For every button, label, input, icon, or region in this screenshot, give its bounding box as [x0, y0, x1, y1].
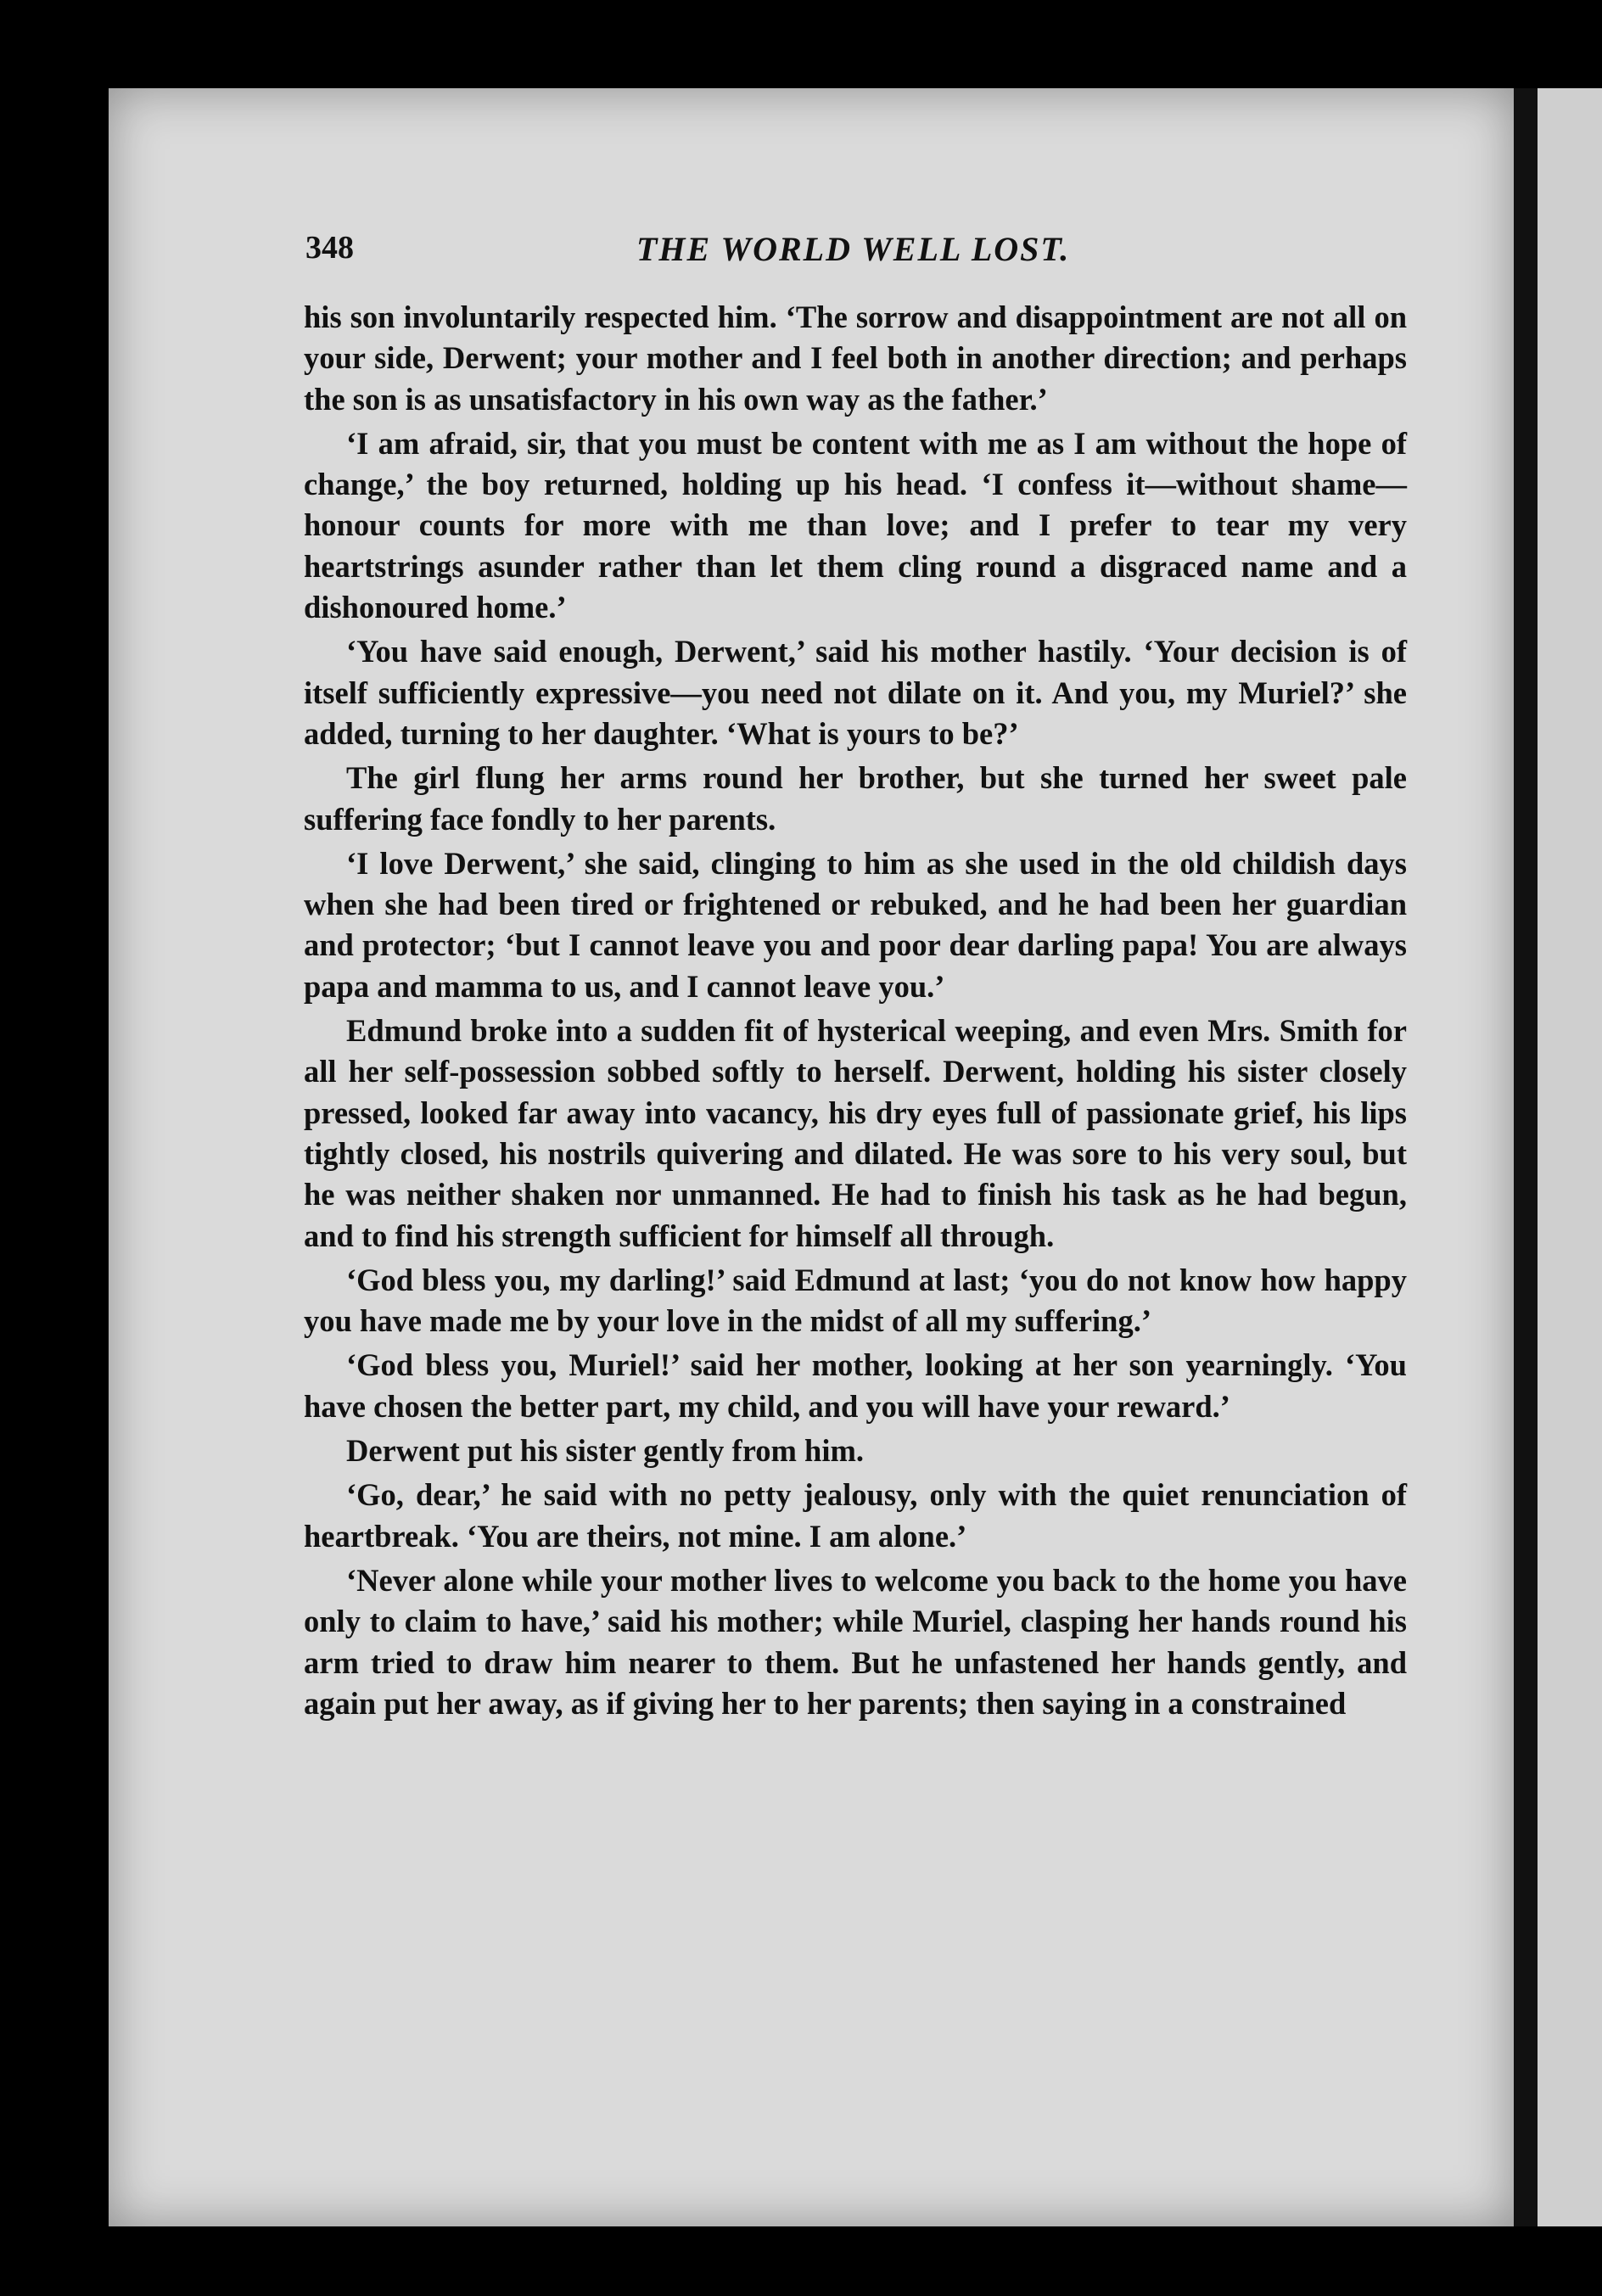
- paragraph: Derwent put his sister gently from him.: [346, 1433, 864, 1469]
- paragraph: ‘Never alone while your mother lives to welcome you back to the home you have only to claim to have,’ said his mother; while Muriel, clasping her hands round his arm tried to draw him nearer to them. But he unfastened her hands gently, and again put her away, as if giving her to her parents; then saying in a constrained: [304, 1562, 1407, 1721]
- book-spine: [1514, 88, 1538, 2226]
- adjacent-page-edge: [1538, 88, 1602, 2226]
- paragraph: ‘I love Derwent,’ she said, clinging to him as she used in the old childish days when she had been tired or frightened or rebuked, and he had been her guardian and protector; ‘but I cannot leave you and poor dear darling papa! You are always papa and mamma to us, and I cannot leave you.’: [304, 845, 1407, 1004]
- paragraph: ‘God bless you, Muriel!’ said her mother, looking at her son yearningly. ‘You have chosen the better part, my child, and you will have your reward.’: [304, 1347, 1407, 1424]
- paragraph: his son involuntarily respected him. ‘The sorrow and disappointment are not all on your side, Derwent; your mother and I feel both in another direction; and perhaps the son is as unsatisfactory in his own way as the father.’: [304, 300, 1407, 417]
- paragraph: The girl flung her arms round her brother, but she turned her sweet pale suffering face fondly to her parents.: [304, 760, 1407, 837]
- paragraph: ‘God bless you, my darling!’ said Edmund at last; ‘you do not know how happy you have made me by your love in the midst of all my suffering.’: [304, 1262, 1407, 1339]
- paragraph: Edmund broke into a sudden fit of hysterical weeping, and even Mrs. Smith for all her self-possession sobbed softly to herself. Derwent, holding his sister closely pressed, looked far away into vacancy, his dry eyes full of passionate grief, his lips tightly closed, his nostrils quivering and dilated. He was sore to his very soul, but he was neither shaken nor unmanned. He had to finish his task as he had begun, and to find his strength sufficient for himself all through.: [304, 1013, 1407, 1253]
- running-head: [305, 229, 1409, 280]
- page-number: 348: [305, 230, 354, 266]
- paragraph: ‘I am afraid, sir, that you must be content with me as I am without the hope of change,’ the boy returned, holding up his head. ‘I confess it—without shame—honour counts for more with me than love; and I prefer to tear my very heartstrings asunder rather than let them cling round a disgraced name and a dishonoured home.’: [304, 425, 1407, 625]
- body-text: [304, 297, 1407, 1728]
- paragraph: ‘Go, dear,’ he said with no petty jealousy, only with the quiet renunciation of heartbreak. ‘You are theirs, not mine. I am alone.’: [304, 1477, 1407, 1554]
- running-title: THE WORLD WELL LOST.: [636, 230, 1071, 268]
- paragraph: ‘You have said enough, Derwent,’ said his mother hastily. ‘Your decision is of itself sufficiently expressive—you need not dilate on it. And you, my Muriel?’ she added, turning to her daughter. ‘What is yours to be?’: [304, 634, 1407, 751]
